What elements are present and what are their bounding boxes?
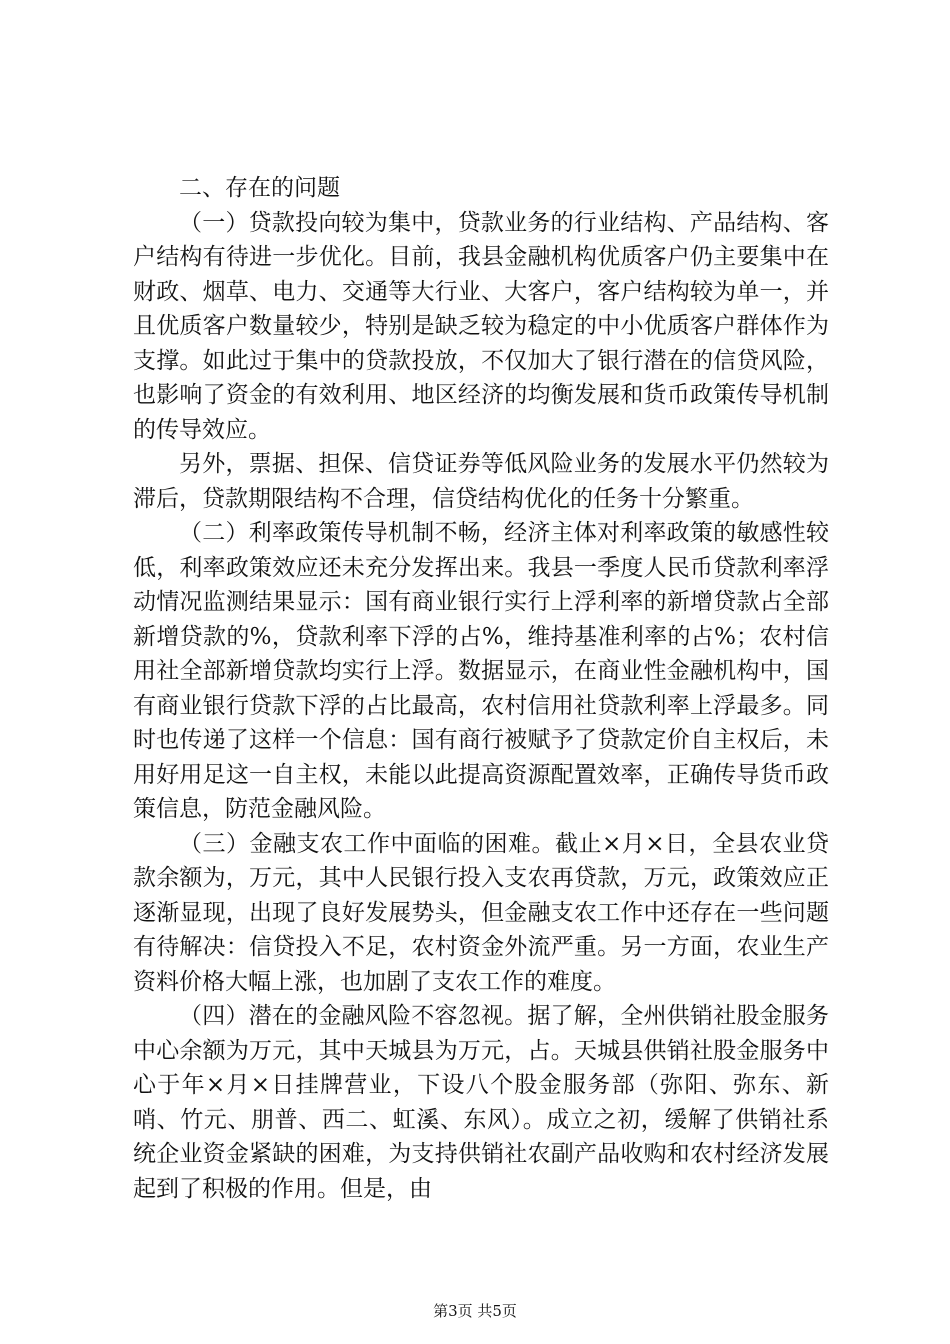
paragraph-1: （一）贷款投向较为集中，贷款业务的行业结构、产品结构、客户结构有待进一步优化。目前，我县金融机构优质客户仍主要集中在财政、烟草、电力、交通等大行业、大客户，客户结构较为单一，并且优质客户数量较少，特别是缺乏较为稳定的中小优质客户群体作为支撑。如此过于集中的贷款投放，不仅加大了银行潜在的信贷风险，也影响了资金的有效利用、地区经济的均衡发展和货币政策传导机制的传导效应。 — [133, 209, 829, 443]
paragraph-3: （二）利率政策传导机制不畅，经济主体对利率政策的敏感性较低，利率政策效应还未充分发挥出来。我县一季度人民币贷款利率浮动情况监测结果显示：国有商业银行实行上浮利率的新增贷款占全部新增贷款的%，贷款利率下浮的占%，维持基准利率的占%；农村信用社全部新增贷款均实行上浮。数据显示，在商业性金融机构中，国有商业银行贷款下浮的占比最高，农村信用社贷款利率上浮最多。同时也传递了这样一个信息：国有商行被赋予了贷款定价自主权后，未用好用足这一自主权，未能以此提高资源配置效率，正确传导货币政策信息，防范金融风险。 — [133, 520, 829, 822]
paragraph-2: 另外，票据、担保、信贷证券等低风险业务的发展水平仍然较为滞后，贷款期限结构不合理，信贷结构优化的任务十分繁重。 — [133, 451, 829, 512]
page-number: 第3页 共5页 — [433, 1302, 517, 1320]
paragraph-4: （三）金融支农工作中面临的困难。截止×月×日，全县农业贷款余额为，万元，其中人民银行投入支农再贷款，万元，政策效应正逐渐显现，出现了良好发展势头，但金融支农工作中还存在一些问题有待解决：信贷投入不足，农村资金外流严重。另一方面，农业生产资料价格大幅上涨，也加剧了支农工作的难度。 — [133, 830, 829, 995]
page-footer — [0, 1300, 950, 1321]
document-body — [133, 171, 829, 1206]
paragraph-5: （四）潜在的金融风险不容忽视。据了解，全州供销社股金服务中心余额为万元，其中天城县为万元，占。天城县供销社股金服务中心于年×月×日挂牌营业，下设八个股金服务部（弥阳、弥东、新哨、竹元、朋普、西二、虹溪、东风）。成立之初，缓解了供销社系统企业资金紧缺的困难，为支持供销社农副产品收购和农村经济发展起到了积极的作用。但是，由 — [133, 1003, 829, 1202]
section-heading: 二、存在的问题 — [179, 175, 340, 201]
